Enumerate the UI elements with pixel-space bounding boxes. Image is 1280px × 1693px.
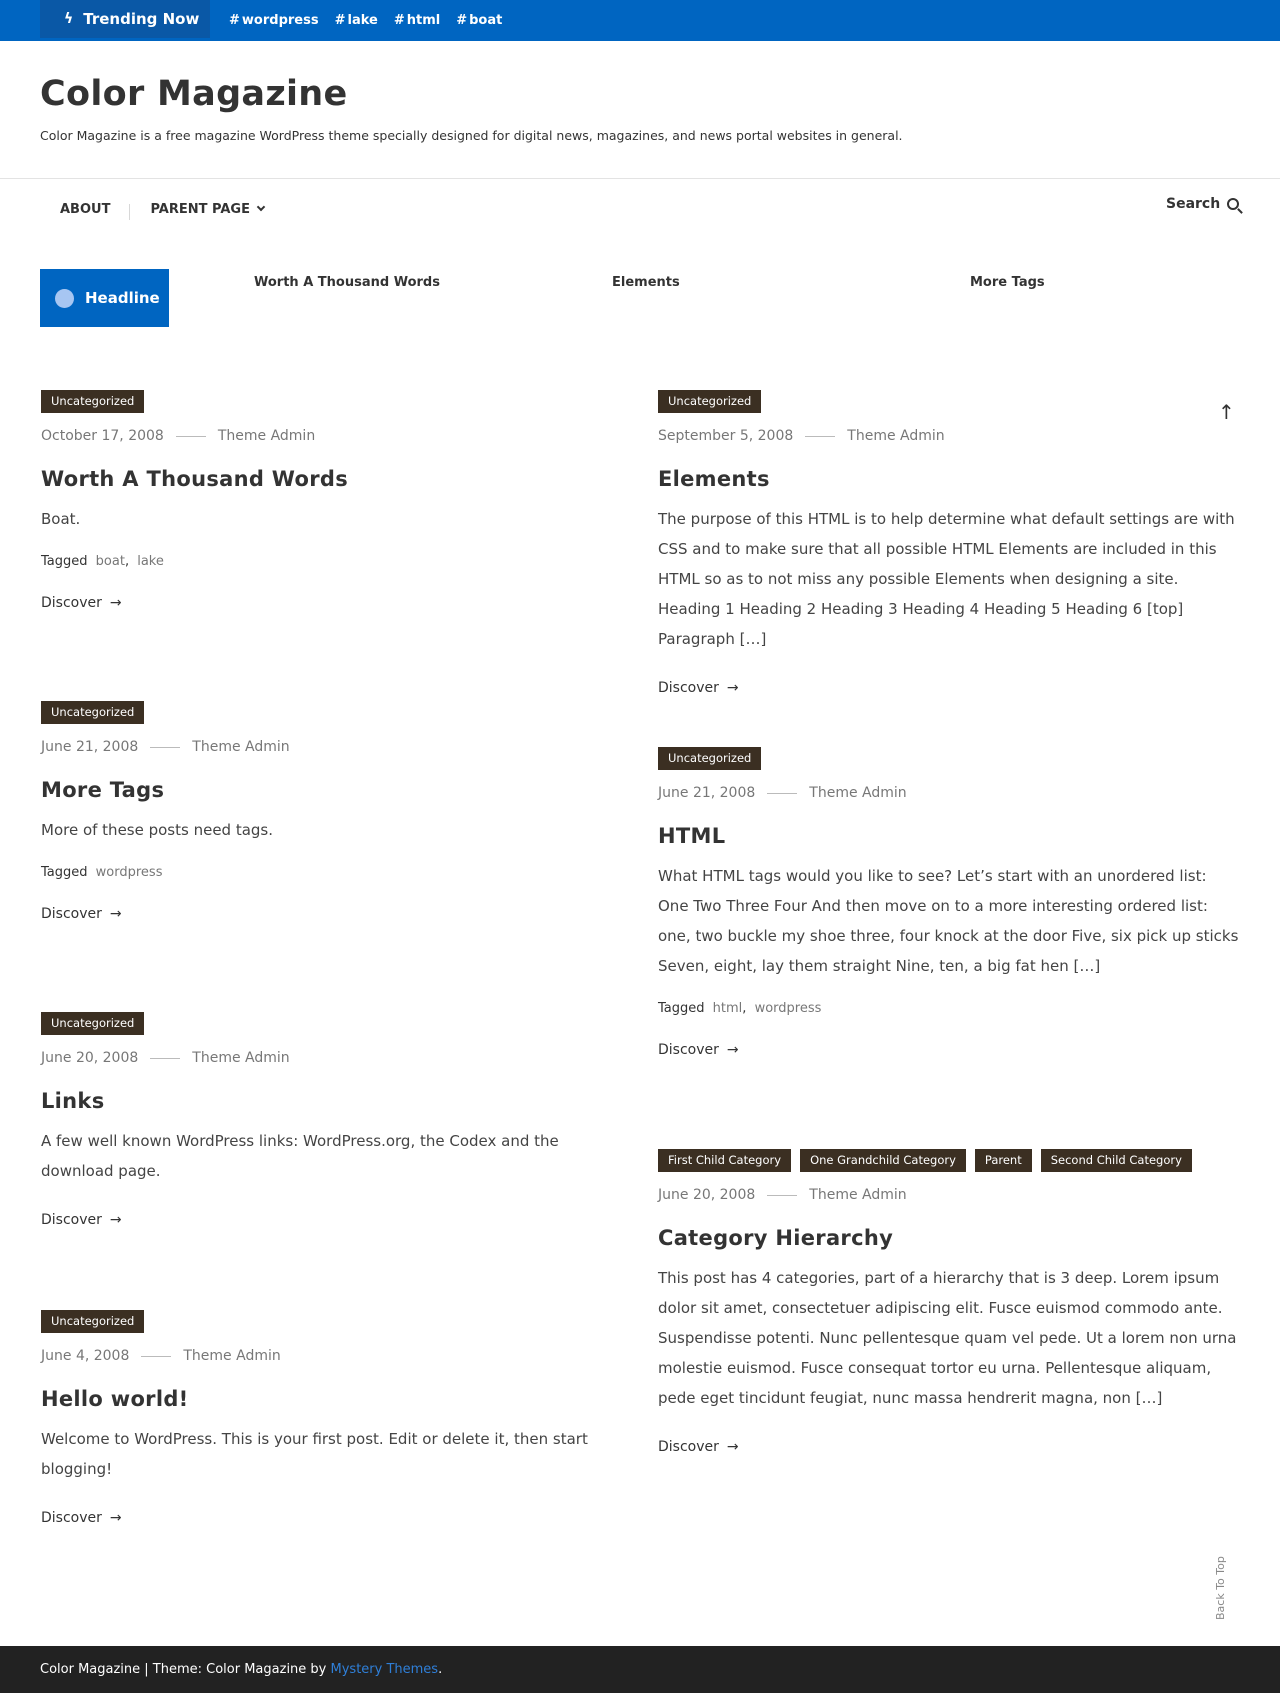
post-tag[interactable]: wordpress	[95, 865, 163, 880]
category-badge[interactable]: Second Child Category	[1041, 1149, 1192, 1172]
discover-link[interactable]: Discover →	[41, 1510, 122, 1526]
post-meta	[658, 1187, 1240, 1203]
post-tag[interactable]: lake	[137, 554, 164, 569]
post-card	[41, 1310, 601, 1526]
post-excerpt: Boat.	[41, 510, 81, 528]
arrow-right-icon: →	[109, 1212, 122, 1228]
hash-icon: #	[393, 13, 405, 28]
arrow-right-icon: →	[726, 680, 739, 696]
site-description: Color Magazine is a free magazine WordPress theme specially designed for digital news, magazines, and news portal websites in general.	[40, 128, 903, 143]
category-badge[interactable]: Uncategorized	[41, 390, 144, 413]
post-date[interactable]: June 4, 2008	[41, 1348, 130, 1364]
search-button[interactable]	[1166, 196, 1239, 212]
post-excerpt: More of these posts need tags.	[41, 821, 274, 839]
post-excerpt: This post has 4 categories, part of a hierarchy that is 3 deep. Lorem ipsum dolor sit amet, consectetuer adipiscing elit. Fusce euismod commodo ante. Suspendisse potenti. Nunc pellentesque quam vel pede. Ut a lorem non urna molestie euismod. Fusce consequat tortor eu urna. Pellentesque aliquam, pede eget tincidunt feugiat, nunc massa hendrerit magna, non […]	[658, 1269, 1237, 1407]
search-icon	[1227, 198, 1239, 210]
post-excerpt: The purpose of this HTML is to help determine what default settings are with CSS and to make sure that all possible HTML Elements are included in this HTML so as to not miss any possible Elements when designing a site. Heading 1 Heading 2 Heading 3 Heading 4 Heading 5 Heading 6 [top] Paragraph […]	[658, 510, 1235, 648]
post-date[interactable]: June 21, 2008	[41, 739, 139, 755]
arrow-right-icon: →	[109, 906, 122, 922]
pulse-dot-icon	[55, 289, 74, 308]
meta-divider	[150, 747, 180, 748]
post-author[interactable]: Theme Admin	[809, 785, 907, 801]
trending-now-text: Trending Now	[83, 10, 200, 28]
post-title[interactable]: HTML	[658, 824, 726, 848]
meta-divider	[150, 1058, 180, 1059]
headline-item[interactable]: Worth A Thousand Words	[254, 275, 440, 290]
discover-link[interactable]: Discover →	[658, 680, 739, 696]
meta-divider	[176, 436, 206, 437]
post-date[interactable]: October 17, 2008	[41, 428, 164, 444]
post-meta	[41, 1348, 601, 1364]
headline-item[interactable]: Elements	[612, 275, 680, 290]
post-card	[658, 747, 1240, 1058]
nav-item-about[interactable]: ABOUT	[40, 202, 130, 217]
arrow-right-icon: →	[109, 595, 122, 611]
trending-tag-wordpress[interactable]: # wordpress	[229, 13, 319, 28]
category-badge[interactable]: First Child Category	[658, 1149, 791, 1172]
post-title[interactable]: Elements	[658, 467, 770, 491]
search-label: Search	[1166, 196, 1221, 212]
discover-link[interactable]: Discover →	[658, 1042, 739, 1058]
trending-tag-boat[interactable]: # boat	[456, 13, 503, 28]
headline-badge	[40, 269, 169, 327]
meta-divider	[805, 436, 835, 437]
post-meta	[658, 428, 1240, 444]
post-date[interactable]: June 20, 2008	[658, 1187, 756, 1203]
post-card	[41, 390, 601, 611]
post-date[interactable]: June 21, 2008	[658, 785, 756, 801]
post-author[interactable]: Theme Admin	[847, 428, 945, 444]
tagged-label: Tagged	[658, 1001, 705, 1016]
arrow-right-icon: →	[109, 1510, 122, 1526]
trending-tags	[229, 0, 518, 41]
site-title[interactable]: Color Magazine	[40, 74, 348, 114]
chevron-down-icon	[257, 202, 265, 210]
post-meta	[41, 739, 601, 755]
trending-tag-html[interactable]: # html	[393, 13, 441, 28]
arrow-up-icon[interactable]: ↑	[1218, 400, 1235, 424]
post-excerpt: Welcome to WordPress. This is your first post. Edit or delete it, then start blogging!	[41, 1430, 588, 1478]
post-author[interactable]: Theme Admin	[183, 1348, 281, 1364]
post-meta	[41, 1050, 601, 1066]
post-title[interactable]: Worth A Thousand Words	[41, 467, 349, 491]
category-badge[interactable]: Uncategorized	[658, 390, 761, 413]
arrow-right-icon: →	[726, 1439, 739, 1455]
header-divider	[0, 178, 1280, 179]
arrow-right-icon: →	[726, 1042, 739, 1058]
post-card	[41, 701, 601, 922]
post-title[interactable]: More Tags	[41, 778, 165, 802]
tagged-label: Tagged	[41, 865, 88, 880]
bolt-icon: ϟ	[64, 11, 74, 27]
hash-icon: #	[334, 13, 346, 28]
headline-item[interactable]: More Tags	[970, 275, 1045, 290]
category-badge[interactable]: One Grandchild Category	[800, 1149, 966, 1172]
tag-separator: ,	[124, 554, 130, 569]
trending-now-label	[40, 0, 210, 38]
post-tag[interactable]: boat	[95, 554, 125, 569]
post-title[interactable]: Hello world!	[41, 1387, 189, 1411]
post-tag[interactable]: wordpress	[754, 1001, 822, 1016]
tag-separator: ,	[742, 1001, 747, 1016]
hash-icon: #	[456, 13, 468, 28]
back-to-top-button[interactable]: Back To Top	[1214, 1556, 1227, 1620]
meta-divider	[141, 1356, 171, 1357]
hash-icon: #	[229, 13, 240, 28]
footer-text: Color Magazine | Theme: Color Magazine by	[40, 1662, 327, 1677]
post-date[interactable]: June 20, 2008	[41, 1050, 139, 1066]
category-badge[interactable]: Uncategorized	[41, 701, 144, 724]
discover-link[interactable]: Discover →	[658, 1439, 739, 1455]
post-title[interactable]: Links	[41, 1089, 105, 1113]
post-card	[41, 1012, 601, 1228]
footer-theme-link[interactable]: Mystery Themes	[330, 1662, 439, 1677]
post-card	[658, 1149, 1240, 1455]
nav-item-parent-page[interactable]: PARENT PAGE	[130, 202, 284, 217]
category-badge[interactable]: Uncategorized	[41, 1310, 144, 1333]
trending-tag-lake[interactable]: # lake	[334, 13, 378, 28]
discover-link[interactable]: Discover →	[41, 1212, 122, 1228]
post-author[interactable]: Theme Admin	[809, 1187, 907, 1203]
discover-link[interactable]: Discover →	[41, 906, 122, 922]
meta-divider	[767, 1195, 797, 1196]
site-footer	[0, 1646, 1280, 1693]
post-tag[interactable]: html	[712, 1001, 743, 1016]
post-meta	[41, 428, 601, 444]
post-tags	[658, 1001, 1240, 1016]
category-badge[interactable]: Uncategorized	[658, 747, 761, 770]
post-title[interactable]: Category Hierarchy	[658, 1226, 894, 1250]
post-tags	[41, 554, 601, 569]
footer-suffix: .	[438, 1662, 443, 1677]
headline-label: Headline	[85, 289, 160, 307]
category-badge[interactable]: Parent	[975, 1149, 1032, 1172]
post-author[interactable]: Theme Admin	[192, 1050, 290, 1066]
post-date[interactable]: September 5, 2008	[658, 428, 794, 444]
post-card	[658, 390, 1240, 696]
meta-divider	[767, 793, 797, 794]
discover-link[interactable]: Discover →	[41, 595, 122, 611]
post-author[interactable]: Theme Admin	[192, 739, 290, 755]
tagged-label: Tagged	[41, 554, 88, 569]
main-navigation	[40, 194, 284, 224]
post-meta	[658, 785, 1240, 801]
post-excerpt: A few well known WordPress links: WordPress.org, the Codex and the download page.	[41, 1132, 559, 1180]
trending-bar	[0, 0, 1280, 41]
category-badge[interactable]: Uncategorized	[41, 1012, 144, 1035]
post-author[interactable]: Theme Admin	[217, 428, 316, 444]
post-excerpt: What HTML tags would you like to see? Let’s start with an unordered list: One Two Three Four And then move on to a more interesting ordered list: one, two buckle my shoe three, four knock at the door Five, six pick up sticks Seven, eight, lay them straight Nine, ten, a big fat hen […]	[658, 867, 1239, 975]
post-tags	[41, 865, 601, 880]
